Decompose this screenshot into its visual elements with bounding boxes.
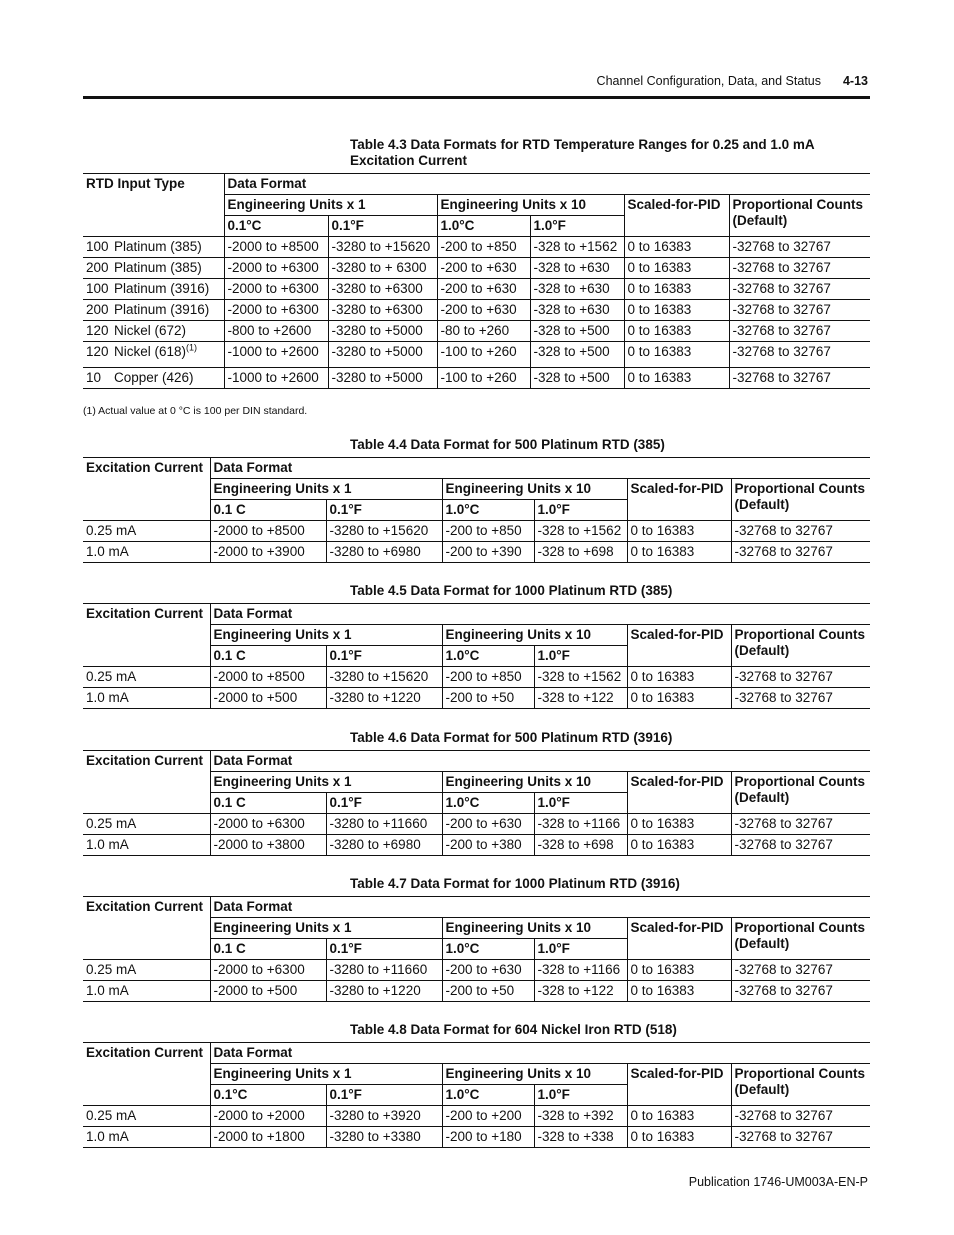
cell-proportional: -32768 to 32767 [731, 1106, 870, 1127]
cell-proportional: -32768 to 32767 [731, 1127, 870, 1148]
col-1-0-f: 1.0°F [534, 500, 627, 521]
cell-0-1-c: -2000 to +500 [210, 688, 326, 709]
col-1-0-c: 1.0°C [442, 793, 534, 814]
table-4-4-caption: Table 4.4 Data Format for 500 Platinum RTD (385) [350, 437, 665, 452]
table-4-5 [83, 603, 870, 709]
eng-units-x10-header: Engineering Units x 10 [437, 195, 624, 216]
rtd-type: Platinum (3916) [114, 281, 210, 296]
cell-0-1-f: -3280 to +1220 [326, 688, 442, 709]
eng-units-x10-header: Engineering Units x 10 [442, 479, 627, 500]
cell-proportional: -32768 to 32767 [731, 835, 870, 856]
table-row [83, 1127, 870, 1148]
cell-scaled-pid: 0 to 16383 [627, 1106, 731, 1127]
proportional-counts-header [729, 195, 870, 237]
default-label: (Default) [734, 497, 790, 512]
proportional-counts-header [731, 1064, 870, 1106]
rtd-ohms: 120 [86, 344, 109, 359]
proportional-counts-header [731, 772, 870, 814]
cell-proportional: -32768 to 32767 [731, 667, 870, 688]
excitation-current-header: Excitation Current [83, 897, 210, 918]
scaled-for-pid-header: Scaled-for-PID [627, 772, 731, 814]
cell-0-1-c: -2000 to +6300 [224, 258, 328, 279]
proportional-counts-header [731, 625, 870, 667]
cell-1-0-f: -328 to +630 [530, 279, 624, 300]
table-4-4 [83, 457, 870, 563]
scaled-for-pid-header: Scaled-for-PID [624, 195, 729, 237]
cell-0-1-c: -2000 to +3800 [210, 835, 326, 856]
table-row [83, 300, 870, 321]
eng-units-x1-header: Engineering Units x 1 [210, 1064, 442, 1085]
cell-proportional: -32768 to 32767 [731, 960, 870, 981]
rtd-input-type-cell [83, 258, 224, 279]
cell-proportional: -32768 to 32767 [729, 321, 870, 342]
excitation-cell: 0.25 mA [83, 960, 210, 981]
cell-0-1-f: -3280 to +15620 [326, 521, 442, 542]
cell-proportional: -32768 to 32767 [731, 814, 870, 835]
cell-scaled-pid: 0 to 16383 [627, 1127, 731, 1148]
cell-1-0-c: -200 to +850 [442, 667, 534, 688]
cell-0-1-f: -3280 to +6980 [326, 835, 442, 856]
col-0-1-f: 0.1°F [326, 500, 442, 521]
col-0-1-c: 0.1 C [210, 500, 326, 521]
cell-scaled-pid: 0 to 16383 [627, 667, 731, 688]
col-0-1-c: 0.1°C [210, 1085, 326, 1106]
rtd-input-type-cell [83, 321, 224, 342]
footnote-marker: (1) [186, 342, 198, 353]
cell-scaled-pid: 0 to 16383 [627, 835, 731, 856]
col-0-1-f: 0.1°F [328, 216, 437, 237]
cell-0-1-f: -3280 to +11660 [326, 960, 442, 981]
eng-units-x1-header: Engineering Units x 1 [210, 625, 442, 646]
table-row [83, 814, 870, 835]
col-1-0-f: 1.0°F [534, 793, 627, 814]
rtd-type: Nickel (618) [114, 344, 187, 359]
proportional-counts-label: Proportional Counts [734, 774, 865, 789]
cell-1-0-c: -200 to +180 [442, 1127, 534, 1148]
cell-1-0-f: -328 to +122 [534, 688, 627, 709]
col-1-0-c: 1.0°C [442, 1085, 534, 1106]
rtd-input-type-cell [83, 368, 224, 389]
rtd-ohms: 10 [86, 370, 102, 385]
cell-0-1-c: -800 to +2600 [224, 321, 328, 342]
col-1-0-f: 1.0°F [534, 646, 627, 667]
table-row [83, 835, 870, 856]
scaled-for-pid-header: Scaled-for-PID [627, 479, 731, 521]
cell-scaled-pid: 0 to 16383 [624, 279, 729, 300]
cell-proportional: -32768 to 32767 [729, 342, 870, 368]
eng-units-x10-header: Engineering Units x 10 [442, 918, 627, 939]
cell-scaled-pid: 0 to 16383 [627, 688, 731, 709]
cell-0-1-c: -1000 to +2600 [224, 342, 328, 368]
rtd-input-type-cell [83, 237, 224, 258]
cell-scaled-pid: 0 to 16383 [627, 981, 731, 1002]
cell-1-0-c: -200 to +50 [442, 688, 534, 709]
table-row [83, 521, 870, 542]
cell-proportional: -32768 to 32767 [729, 258, 870, 279]
table-row [83, 279, 870, 300]
excitation-cell: 1.0 mA [83, 1127, 210, 1148]
rtd-input-type-header: RTD Input Type [83, 174, 224, 195]
cell-0-1-c: -2000 to +6300 [224, 300, 328, 321]
cell-proportional: -32768 to 32767 [729, 279, 870, 300]
scaled-for-pid-header: Scaled-for-PID [627, 625, 731, 667]
excitation-current-header: Excitation Current [83, 1043, 210, 1064]
data-format-header: Data Format [210, 604, 870, 625]
cell-1-0-f: -328 to +500 [530, 342, 624, 368]
cell-scaled-pid: 0 to 16383 [624, 321, 729, 342]
excitation-cell: 0.25 mA [83, 814, 210, 835]
cell-proportional: -32768 to 32767 [731, 688, 870, 709]
excitation-current-header: Excitation Current [83, 751, 210, 772]
excitation-current-header: Excitation Current [83, 458, 210, 479]
table-row [83, 1106, 870, 1127]
rtd-input-type-cell [83, 279, 224, 300]
col-0-1-c: 0.1 C [210, 646, 326, 667]
cell-0-1-c: -2000 to +6300 [224, 279, 328, 300]
cell-0-1-f: -3280 to +15620 [328, 237, 437, 258]
cell-0-1-c: -1000 to +2600 [224, 368, 328, 389]
cell-1-0-f: -328 to +1562 [534, 667, 627, 688]
table-4-5-caption: Table 4.5 Data Format for 1000 Platinum RTD (385) [350, 583, 673, 598]
table-4-6 [83, 750, 870, 856]
col-1-0-c: 1.0°C [442, 646, 534, 667]
table-row [83, 342, 870, 368]
proportional-counts-label: Proportional Counts [734, 481, 865, 496]
eng-units-x10-header: Engineering Units x 10 [442, 625, 627, 646]
cell-1-0-c: -80 to +260 [437, 321, 530, 342]
page-number: 4-13 [842, 74, 868, 88]
cell-proportional: -32768 to 32767 [729, 368, 870, 389]
table-row [83, 321, 870, 342]
proportional-counts-label: Proportional Counts [734, 920, 865, 935]
cell-0-1-f: -3280 to +15620 [326, 667, 442, 688]
eng-units-x1-header: Engineering Units x 1 [210, 479, 442, 500]
cell-0-1-c: -2000 to +6300 [210, 814, 326, 835]
cell-0-1-f: -3280 to + 6300 [328, 258, 437, 279]
rtd-ohms: 120 [86, 323, 109, 338]
cell-1-0-f: -328 to +500 [530, 321, 624, 342]
eng-units-x1-header: Engineering Units x 1 [224, 195, 437, 216]
table-row [83, 981, 870, 1002]
eng-units-x10-header: Engineering Units x 10 [442, 1064, 627, 1085]
rtd-ohms: 100 [86, 239, 109, 254]
cell-scaled-pid: 0 to 16383 [627, 542, 731, 563]
cell-1-0-f: -328 to +1166 [534, 960, 627, 981]
rtd-input-type-cell [83, 300, 224, 321]
col-1-0-f: 1.0°F [534, 1085, 627, 1106]
excitation-cell: 1.0 mA [83, 688, 210, 709]
excitation-cell: 0.25 mA [83, 521, 210, 542]
table-4-8-caption: Table 4.8 Data Format for 604 Nickel Iron RTD (518) [350, 1022, 677, 1037]
table-row [83, 258, 870, 279]
cell-1-0-f: -328 to +1562 [530, 237, 624, 258]
cell-1-0-c: -200 to +630 [437, 300, 530, 321]
default-label: (Default) [734, 1082, 790, 1097]
cell-scaled-pid: 0 to 16383 [624, 237, 729, 258]
excitation-cell: 0.25 mA [83, 1106, 210, 1127]
rtd-ohms: 200 [86, 302, 109, 317]
cell-1-0-f: -328 to +698 [534, 835, 627, 856]
cell-0-1-c: -2000 to +1800 [210, 1127, 326, 1148]
excitation-cell: 1.0 mA [83, 542, 210, 563]
cell-proportional: -32768 to 32767 [731, 542, 870, 563]
data-format-header: Data Format [210, 1043, 870, 1064]
cell-1-0-f: -328 to +698 [534, 542, 627, 563]
col-1-0-c: 1.0°C [442, 939, 534, 960]
eng-units-x1-header: Engineering Units x 1 [210, 772, 442, 793]
cell-0-1-f: -3280 to +6300 [328, 300, 437, 321]
data-format-header: Data Format [210, 897, 870, 918]
table-4-3-caption: Table 4.3 Data Formats for RTD Temperature Ranges for 0.25 and 1.0 mA Excitation Current [350, 137, 815, 168]
cell-scaled-pid: 0 to 16383 [624, 368, 729, 389]
cell-1-0-f: -328 to +122 [534, 981, 627, 1002]
col-1-0-c: 1.0°C [442, 500, 534, 521]
eng-units-x10-header: Engineering Units x 10 [442, 772, 627, 793]
eng-units-x1-header: Engineering Units x 1 [210, 918, 442, 939]
table-row [83, 237, 870, 258]
default-label: (Default) [734, 790, 790, 805]
table-4-7-caption: Table 4.7 Data Format for 1000 Platinum RTD (3916) [350, 876, 680, 891]
cell-0-1-f: -3280 to +5000 [328, 368, 437, 389]
cell-1-0-c: -200 to +200 [442, 1106, 534, 1127]
proportional-counts-label: Proportional Counts [734, 627, 865, 642]
cell-0-1-c: -2000 to +8500 [210, 667, 326, 688]
table-row [83, 667, 870, 688]
cell-1-0-f: -328 to +1562 [534, 521, 627, 542]
cell-1-0-c: -200 to +50 [442, 981, 534, 1002]
cell-1-0-c: -100 to +260 [437, 342, 530, 368]
default-label: (Default) [734, 643, 790, 658]
rtd-type: Platinum (3916) [114, 302, 210, 317]
proportional-counts-header [731, 918, 870, 960]
cell-scaled-pid: 0 to 16383 [624, 342, 729, 368]
cell-1-0-c: -200 to +850 [442, 521, 534, 542]
table-4-3-footnote: (1) Actual value at 0 °C is 100 per DIN standard. [83, 405, 308, 417]
cell-0-1-c: -2000 to +8500 [224, 237, 328, 258]
rtd-type: Copper (426) [114, 370, 194, 385]
cell-1-0-c: -200 to +380 [442, 835, 534, 856]
col-0-1-f: 0.1°F [326, 1085, 442, 1106]
table-4-8 [83, 1042, 870, 1148]
rtd-ohms: 100 [86, 281, 109, 296]
cell-scaled-pid: 0 to 16383 [627, 521, 731, 542]
scaled-for-pid-header: Scaled-for-PID [627, 1064, 731, 1106]
cell-scaled-pid: 0 to 16383 [627, 814, 731, 835]
excitation-cell: 0.25 mA [83, 667, 210, 688]
proportional-counts-label: Proportional Counts [734, 1066, 865, 1081]
cell-proportional: -32768 to 32767 [729, 300, 870, 321]
table-4-6-caption: Table 4.6 Data Format for 500 Platinum RTD (3916) [350, 730, 673, 745]
cell-1-0-f: -328 to +1166 [534, 814, 627, 835]
col-0-1-f: 0.1°F [326, 939, 442, 960]
cell-1-0-c: -200 to +390 [442, 542, 534, 563]
cell-0-1-f: -3280 to +11660 [326, 814, 442, 835]
cell-1-0-c: -200 to +630 [442, 960, 534, 981]
rtd-type: Platinum (385) [114, 239, 202, 254]
table-4-3 [83, 173, 870, 389]
excitation-cell: 1.0 mA [83, 835, 210, 856]
scaled-for-pid-header: Scaled-for-PID [627, 918, 731, 960]
col-1-0-f: 1.0°F [534, 939, 627, 960]
proportional-counts-header [731, 479, 870, 521]
default-label: (Default) [734, 936, 790, 951]
table-row [83, 542, 870, 563]
rtd-type: Nickel (672) [114, 323, 187, 338]
cell-0-1-f: -3280 to +3920 [326, 1106, 442, 1127]
header-rule [83, 96, 870, 99]
table-row [83, 688, 870, 709]
col-1-0-c: 1.0°C [437, 216, 530, 237]
cell-proportional: -32768 to 32767 [729, 237, 870, 258]
col-1-0-f: 1.0°F [530, 216, 624, 237]
rtd-ohms: 200 [86, 260, 109, 275]
cell-proportional: -32768 to 32767 [731, 521, 870, 542]
data-format-header: Data Format [210, 458, 870, 479]
cell-1-0-c: -100 to +260 [437, 368, 530, 389]
publication-footer: Publication 1746-UM003A-EN-P [688, 1175, 868, 1189]
cell-scaled-pid: 0 to 16383 [627, 960, 731, 981]
cell-0-1-c: -2000 to +2000 [210, 1106, 326, 1127]
cell-0-1-f: -3280 to +1220 [326, 981, 442, 1002]
cell-proportional: -32768 to 32767 [731, 981, 870, 1002]
cell-1-0-f: -328 to +630 [530, 300, 624, 321]
cell-1-0-f: -328 to +500 [530, 368, 624, 389]
default-label: (Default) [732, 213, 788, 228]
cell-1-0-c: -200 to +630 [437, 258, 530, 279]
cell-0-1-f: -3280 to +3380 [326, 1127, 442, 1148]
excitation-cell: 1.0 mA [83, 981, 210, 1002]
col-0-1-c: 0.1°C [224, 216, 328, 237]
cell-scaled-pid: 0 to 16383 [624, 258, 729, 279]
table-4-7 [83, 896, 870, 1002]
cell-0-1-c: -2000 to +500 [210, 981, 326, 1002]
excitation-current-header: Excitation Current [83, 604, 210, 625]
cell-0-1-f: -3280 to +6980 [326, 542, 442, 563]
col-0-1-c: 0.1 C [210, 939, 326, 960]
data-format-header: Data Format [210, 751, 870, 772]
rtd-input-type-cell [83, 342, 224, 368]
cell-1-0-c: -200 to +850 [437, 237, 530, 258]
running-header-section: Channel Configuration, Data, and Status [596, 74, 821, 88]
cell-1-0-f: -328 to +392 [534, 1106, 627, 1127]
cell-0-1-c: -2000 to +8500 [210, 521, 326, 542]
cell-0-1-c: -2000 to +3900 [210, 542, 326, 563]
cell-1-0-c: -200 to +630 [437, 279, 530, 300]
data-format-header: Data Format [224, 174, 870, 195]
col-0-1-f: 0.1°F [326, 646, 442, 667]
cell-1-0-f: -328 to +630 [530, 258, 624, 279]
cell-1-0-f: -328 to +338 [534, 1127, 627, 1148]
cell-0-1-f: -3280 to +5000 [328, 342, 437, 368]
cell-0-1-f: -3280 to +5000 [328, 321, 437, 342]
cell-scaled-pid: 0 to 16383 [624, 300, 729, 321]
cell-1-0-c: -200 to +630 [442, 814, 534, 835]
col-0-1-f: 0.1°F [326, 793, 442, 814]
rtd-type: Platinum (385) [114, 260, 202, 275]
proportional-counts-label: Proportional Counts [732, 197, 863, 212]
table-row [83, 368, 870, 389]
table-row [83, 960, 870, 981]
col-0-1-c: 0.1 C [210, 793, 326, 814]
cell-0-1-f: -3280 to +6300 [328, 279, 437, 300]
cell-0-1-c: -2000 to +6300 [210, 960, 326, 981]
